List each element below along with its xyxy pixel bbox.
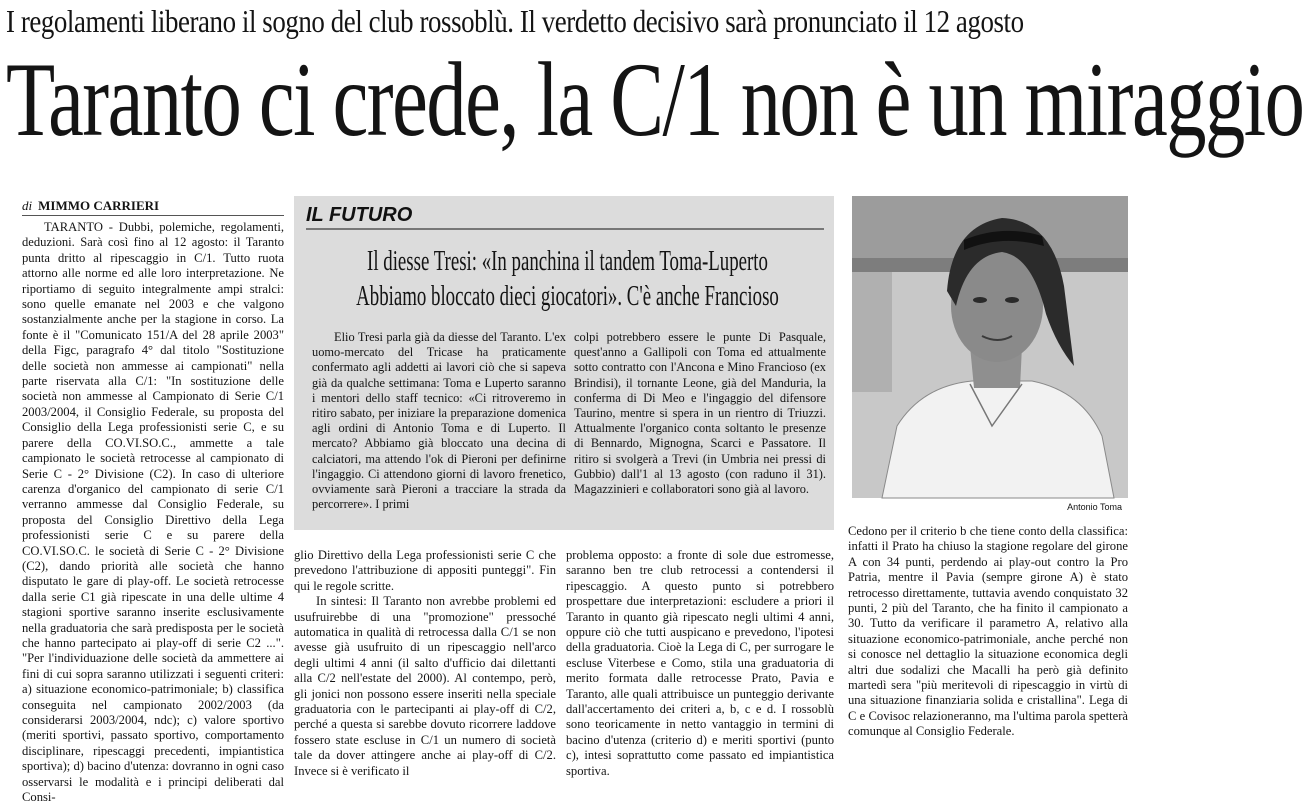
- box-divider: [306, 228, 824, 230]
- portrait-photo: [852, 196, 1128, 498]
- article-column-1: [22, 220, 284, 805]
- byline-prefix: di: [22, 198, 33, 213]
- box-column-2: [574, 330, 826, 526]
- article-headline: Taranto ci crede, la C/1 non è un miraggio: [6, 41, 1303, 158]
- box-paragraph: Elio Tresi parla già da diesse del Taranto. L'ex uomo-mercato del Tricase ha praticamente confermato agli addetti ai lavori ciò che si sapeva già da qualche settimana: Toma e Luperto saranno i mentori dello staff tecnico: «Ci ritroveremo in ritiro sabato, per iniziare la preparazione domenica agli ordini di Antonio Toma e di Luperto. Il mercato? Abbiamo già bloccato una decina di calciatori, ma attendo l'ok di Pieroni per definirne l'ingaggio. Ci attendono giorni di lavoro frenetico, ovviamente sarà Pieroni a tracciare la strada da percorrere». I primi: [312, 330, 566, 512]
- byline-author: MIMMO CARRIERI: [38, 198, 160, 213]
- article-paragraph-text: Il Taranto non avrebbe problemi ed usufruirebbe di una "promozione" pressoché automatica in qualità di retrocessa dalla C/1 se non avesse già usufruito di un ripescaggio nell'arco degli ultimi 4 anni (il salto d'ufficio dai dilettanti alla C/2 nell'estate del 2000). Al contempo, però, gli jonici non possono essere inseriti nella speciale graduatoria con le partecipanti ai play-off di C/2, perché a questa si sarebbe dovuto ricorrere laddove fossero state escluse in C/1 un numero di società tale da dover attingere anche ai play-off di C/2. Invece si è verificato il: [294, 594, 557, 778]
- article-paragraph: glio Direttivo della Lega professionisti serie C che prevedono l'attribuzione di appositi punteggi". Fin qui le regole scritte.: [294, 548, 556, 593]
- byline: [22, 198, 284, 216]
- article-paragraph: Cedono per il criterio b che tiene conto della classifica: infatti il Prato ha chiuso la stagione regolare del girone A con 34 punti, perdendo ai play-out contro la Pro Patria, mentre il Pavia (sempre girone A) è stato retrocesso direttamente, tuttavia avendo conquistato 32 punti, 2 più del Taranto, che ha finito il campionato a 30. Tutto da verificare il parametro A, relativo alla situazione economico-patrimoniale, anche perché non si conosce nel dettaglio la situazione economica degli altri due sodalizi che Macalli ha però già definito martedì sera "più meritevoli di ripescaggio in virtù di una situazione finanziaria solida e cristallina". Lega di C e Covisoc relazioneranno, ma l'ultima parola spetterà comunque al Consiglio Federale.: [848, 524, 1128, 739]
- article-lead-phrase: In sintesi:: [316, 594, 367, 609]
- box-section-tag: IL FUTURO: [306, 204, 413, 226]
- article-paragraph: TARANTO - Dubbi, polemiche, regolamenti, deduzioni. Sarà così fino al 12 agosto: il Taranto punta dritto al ripescaggio in C/1. Tutto ruota attorno alle norme ed alle loro interpretazione. Ne riportiamo di seguito integralmente ampi stralci: sono quelle emanate nel 2003 e che valgono sostanzialmente anche per la stagione in corso. La fonte è il "Comunicato 151/A del 28 aprile 2003" della Figc, paragrafo 4° dal titolo "Sostituzione delle società non ammesse ai campionati" nella parte riservata alla C/1: "In sostituzione delle società non ammesse al Campionato di Serie C/1 2003/2004, il Consiglio Federale, su proposta del Consiglio della Lega professionisti serie C, e su parere della CO.VI.SO.C., ammette a tale campionato le società retrocesse al campionato di Serie C - 2° Divisione (C2). In caso di ulteriore carenza d'organico del campionato di serie C/1 verranno ammesse dal Consiglio Federale, su proposta del Consiglio Direttivo della Lega professionisti serie C e su parere della CO.VI.SO.C. le società di Serie C - 2° Divisione (C2), dando priorità alle società che hanno disputato le gare di play-off. Le società retrocesse dalla serie C1 già ripescate in una delle ultime 4 stagioni sportive saranno inserite esclusivamente nella graduatoria che sarà predisposta per le società che hanno partecipato ai play-off di serie C2 ...". "Per l'individuazione delle società da ammettere ai fini di cui sopra saranno utilizzati i seguenti criteri: a) situazione economico-patrimoniale; b) classifica conseguita nel campionato 2002/2003 (da considerarsi 2003/2004, ndc); c) valore sportivo (meriti sportivi, passato sportivo, comportamento disciplinare, ripescaggi precedenti, impiantistica sportiva); d) bacino d'utenza: dovranno in ogni caso osservarsi le modalità e i principi deliberati dal Consi-: [22, 220, 284, 805]
- portrait-illustration: [852, 196, 1128, 498]
- article-paragraph: [294, 594, 556, 779]
- photo-caption: Antonio Toma: [1067, 502, 1122, 512]
- box-headline: [314, 244, 821, 316]
- article-column-2: [294, 548, 557, 778]
- kicker-subtitle: I regolamenti liberano il sogno del club rossoblù. Il verdetto decisivo sarà pronunciato il 12 agosto: [6, 3, 1024, 39]
- article-column-3: [566, 548, 834, 778]
- article-column-4: [848, 524, 1128, 739]
- box-headline-line-1: Il diesse Tresi: «In panchina il tandem Toma-Luperto: [367, 245, 768, 277]
- box-paragraph: colpi potrebbero essere le punte Di Pasquale, quest'anno a Gallipoli con Toma ed attualmente sotto contratto con l'Ancona e Mino Francioso (ex Brindisi), il tornante Leone, già del Manduria, la conferma di Di Meo e l'ingaggio del difensore Taurino, mentre si spera in un rientro di Triuzzi. Attualmente l'organico conta soltanto le presenze di Bennardo, Mignogna, Scarci e Passatore. Il ritiro si svolgerà a Trevi (in Umbria nei pressi di Gubbio) dall'1 al 13 agosto (con raduno il 31). Magazzinieri e collaboratori sono già al lavoro.: [574, 330, 826, 497]
- sidebar-box: [294, 196, 834, 530]
- box-column-1: [312, 330, 566, 526]
- box-headline-line-2: Abbiamo bloccato dieci giocatori». C'è anche Francioso: [356, 280, 779, 312]
- article-paragraph: problema opposto: a fronte di sole due estromesse, saranno ben tre club retrocessi a contendersi il ripescaggio. A questo punto si potrebbero prospettare due interpretazioni: escludere a priori il Taranto in quanto già ripescato negli ultimi 4 anni, oppure ciò che tutti auspicano e prevedono, l'ipotesi della graduatoria. Cioè la Lega di C, per surrogare le escluse Viterbese e Como, stila una graduatoria di merito formata dalle retrocesse Prato, Pavia e Taranto, alle quali attribuisce un punteggio derivante dall'accertamento dei criteri a, b, c e d. I rossoblù sono teoricamente in netto vantaggio in termini di bacino d'utenza (criterio d) e meriti sportivi (punto c), intesi soprattutto come passato ed impiantistica sportiva.: [566, 548, 834, 778]
